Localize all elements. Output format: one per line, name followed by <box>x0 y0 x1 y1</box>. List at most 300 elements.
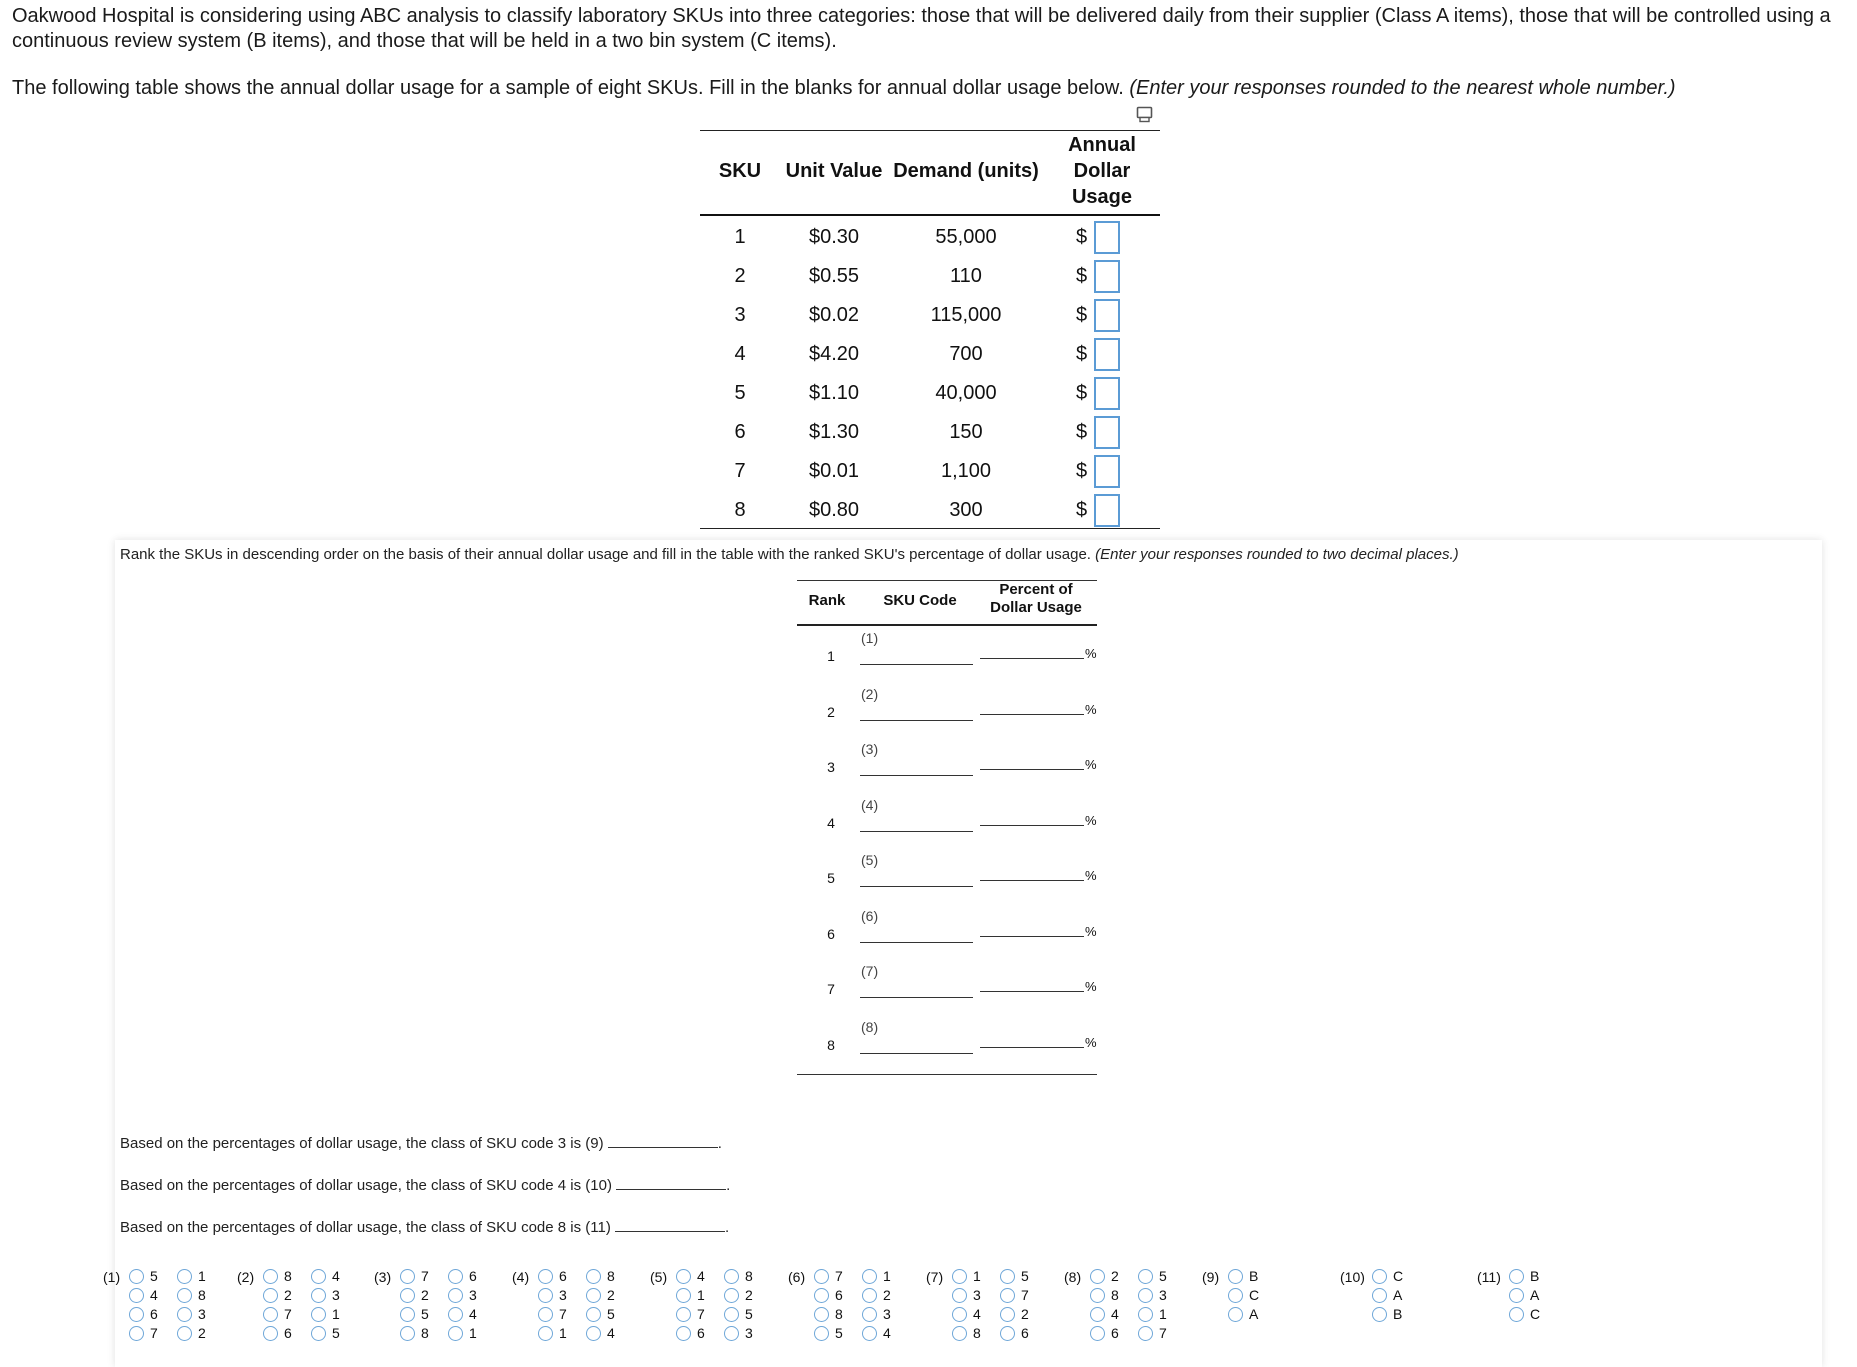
option-radio[interactable] <box>538 1306 567 1322</box>
option-value: 1 <box>332 1306 340 1322</box>
option-group-label: (11) <box>1477 1269 1501 1285</box>
option-value: 4 <box>1111 1306 1119 1322</box>
demand-cell: 55,000 <box>935 226 997 248</box>
radio-circle-icon[interactable] <box>814 1326 829 1341</box>
option-radio[interactable] <box>1228 1287 1259 1303</box>
unit-value-cell: $0.30 <box>808 226 860 248</box>
rank-row <box>797 965 1097 1021</box>
header-annual-line1: Annual <box>1068 134 1136 156</box>
option-value: 2 <box>198 1325 206 1341</box>
option-radio[interactable] <box>1509 1287 1539 1303</box>
sku-code-blank[interactable] <box>860 886 973 887</box>
annual-usage-input[interactable] <box>1094 299 1120 332</box>
dollar-sign: $ <box>1076 226 1088 248</box>
option-radio[interactable] <box>724 1268 753 1284</box>
rank-row <box>797 743 1097 799</box>
option-value: 8 <box>607 1268 615 1284</box>
radio-circle-icon[interactable] <box>129 1288 144 1303</box>
percent-input[interactable] <box>980 769 1084 770</box>
option-radio[interactable] <box>724 1287 753 1303</box>
radio-circle-icon[interactable] <box>538 1269 553 1284</box>
option-radio[interactable] <box>129 1306 158 1322</box>
option-value: 7 <box>150 1325 158 1341</box>
option-radio[interactable] <box>448 1287 477 1303</box>
option-value: 6 <box>1111 1325 1119 1341</box>
sku-code-blank[interactable] <box>860 942 973 943</box>
option-radio[interactable] <box>129 1325 158 1341</box>
radio-circle-icon[interactable] <box>538 1326 553 1341</box>
sku-code-label: (8) <box>861 1018 879 1035</box>
radio-circle-icon[interactable] <box>400 1326 415 1341</box>
option-radio[interactable] <box>1138 1325 1167 1341</box>
option-radio[interactable] <box>1509 1306 1540 1322</box>
radio-circle-icon[interactable] <box>1372 1307 1387 1322</box>
option-value: 4 <box>469 1306 477 1322</box>
option-radio[interactable] <box>862 1306 891 1322</box>
option-value: 4 <box>697 1268 705 1284</box>
option-radio[interactable] <box>177 1325 206 1341</box>
option-radio[interactable] <box>952 1268 981 1284</box>
radio-circle-icon[interactable] <box>814 1269 829 1284</box>
radio-circle-icon[interactable] <box>586 1326 601 1341</box>
question-9 <box>120 1135 722 1152</box>
answer-10-blank[interactable] <box>616 1189 726 1190</box>
option-radio[interactable] <box>952 1287 981 1303</box>
radio-circle-icon[interactable] <box>448 1269 463 1284</box>
table-row <box>700 296 1160 335</box>
radio-circle-icon[interactable] <box>129 1326 144 1341</box>
percent-sign: % <box>1085 868 1097 883</box>
radio-circle-icon[interactable] <box>263 1269 278 1284</box>
radio-circle-icon[interactable] <box>538 1307 553 1322</box>
sku-code-blank[interactable] <box>860 775 973 776</box>
radio-circle-icon[interactable] <box>538 1288 553 1303</box>
radio-circle-icon[interactable] <box>1228 1288 1243 1303</box>
option-group-label: (9) <box>1202 1269 1220 1285</box>
radio-circle-icon[interactable] <box>448 1288 463 1303</box>
rank-row <box>797 1018 1097 1077</box>
option-value: 7 <box>284 1306 292 1322</box>
radio-circle-icon[interactable] <box>586 1307 601 1322</box>
option-radio[interactable] <box>862 1268 891 1284</box>
rank-number: 6 <box>827 925 835 942</box>
option-radio[interactable] <box>177 1306 206 1322</box>
annual-usage-input[interactable] <box>1094 455 1120 488</box>
option-radio[interactable] <box>814 1325 843 1341</box>
option-radio[interactable] <box>1000 1287 1029 1303</box>
radio-circle-icon[interactable] <box>1228 1307 1243 1322</box>
dollar-sign: $ <box>1076 343 1088 365</box>
radio-circle-icon[interactable] <box>862 1326 877 1341</box>
demand-cell: 700 <box>949 343 983 365</box>
radio-circle-icon[interactable] <box>952 1269 967 1284</box>
option-value: 7 <box>559 1306 567 1322</box>
question-11-text: Based on the percentages of dollar usage, the class of SKU code 8 is (11) <box>120 1219 611 1236</box>
rank-table-header-rule <box>797 624 1097 626</box>
option-radio[interactable] <box>1372 1287 1402 1303</box>
rank-instruction-hint: (Enter your responses rounded to two decimal places.) <box>1095 546 1459 563</box>
rank-row <box>797 854 1097 910</box>
rank-number: 7 <box>827 981 835 997</box>
option-radio[interactable] <box>952 1325 981 1341</box>
radio-circle-icon[interactable] <box>1090 1269 1105 1284</box>
option-radio[interactable] <box>400 1306 429 1322</box>
radio-circle-icon[interactable] <box>448 1326 463 1341</box>
sku-code-label: (4) <box>861 796 879 813</box>
option-radio[interactable] <box>538 1325 567 1341</box>
option-value: 4 <box>332 1268 340 1284</box>
radio-circle-icon[interactable] <box>724 1288 739 1303</box>
radio-circle-icon[interactable] <box>311 1288 326 1303</box>
option-value: 5 <box>1159 1268 1167 1284</box>
radio-circle-icon[interactable] <box>1000 1307 1015 1322</box>
option-value: C <box>1530 1306 1541 1322</box>
rank-row <box>797 907 1097 966</box>
radio-circle-icon[interactable] <box>311 1307 326 1322</box>
table-row <box>700 374 1160 413</box>
option-value: 5 <box>835 1325 843 1341</box>
rank-row <box>797 685 1097 744</box>
option-radio[interactable] <box>1228 1268 1258 1284</box>
answer-11-blank[interactable] <box>615 1231 725 1232</box>
option-radio[interactable] <box>311 1325 340 1341</box>
radio-circle-icon[interactable] <box>1509 1307 1524 1322</box>
option-radio[interactable] <box>129 1287 158 1303</box>
option-radio[interactable] <box>311 1268 340 1284</box>
radio-circle-icon[interactable] <box>724 1307 739 1322</box>
demand-cell: 150 <box>949 421 983 443</box>
radio-circle-icon[interactable] <box>862 1269 877 1284</box>
annual-usage-input[interactable] <box>1094 377 1120 410</box>
radio-circle-icon[interactable] <box>724 1269 739 1284</box>
radio-circle-icon[interactable] <box>952 1288 967 1303</box>
radio-circle-icon[interactable] <box>862 1307 877 1322</box>
percent-sign: % <box>1085 757 1097 772</box>
percent-input[interactable] <box>980 825 1084 826</box>
option-radio[interactable] <box>1138 1287 1167 1303</box>
radio-circle-icon[interactable] <box>1228 1269 1243 1284</box>
option-value: 3 <box>332 1287 340 1303</box>
option-value: 1 <box>1159 1306 1167 1322</box>
radio-circle-icon[interactable] <box>724 1326 739 1341</box>
option-radio[interactable] <box>400 1325 429 1341</box>
option-radio[interactable] <box>538 1287 567 1303</box>
rank-table-bottom-rule <box>797 1074 1097 1075</box>
percent-input[interactable] <box>980 1047 1084 1048</box>
radio-circle-icon[interactable] <box>1090 1307 1105 1322</box>
option-radio[interactable] <box>311 1287 340 1303</box>
option-value: 6 <box>284 1325 292 1341</box>
radio-circle-icon[interactable] <box>862 1288 877 1303</box>
option-value: 3 <box>198 1306 206 1322</box>
sku-code-blank[interactable] <box>860 1053 973 1054</box>
percent-sign: % <box>1085 812 1097 828</box>
option-value: 5 <box>745 1306 753 1322</box>
radio-circle-icon[interactable] <box>263 1288 278 1303</box>
radio-circle-icon[interactable] <box>448 1307 463 1322</box>
radio-circle-icon[interactable] <box>1090 1326 1105 1341</box>
option-radio[interactable] <box>177 1287 206 1303</box>
option-radio[interactable] <box>952 1306 981 1322</box>
header-pct-line1: Percent of <box>999 581 1073 598</box>
option-radio[interactable] <box>1372 1306 1402 1322</box>
option-radio[interactable] <box>1228 1306 1258 1322</box>
radio-circle-icon[interactable] <box>311 1326 326 1341</box>
radio-circle-icon[interactable] <box>1138 1326 1153 1341</box>
option-group-label: (6) <box>788 1269 806 1285</box>
radio-circle-icon[interactable] <box>1372 1269 1387 1284</box>
radio-circle-icon[interactable] <box>177 1307 192 1322</box>
sku-code-label: (5) <box>861 852 879 868</box>
sku-code-blank[interactable] <box>860 997 973 998</box>
option-value: A <box>1393 1287 1403 1303</box>
dollar-sign: $ <box>1076 460 1088 482</box>
question-11-period: . <box>725 1219 730 1236</box>
option-radio[interactable] <box>263 1306 292 1322</box>
option-radio[interactable] <box>1509 1268 1539 1284</box>
option-value: 1 <box>559 1325 567 1341</box>
option-value: 5 <box>1021 1268 1029 1284</box>
radio-circle-icon[interactable] <box>676 1307 691 1322</box>
option-radio[interactable] <box>676 1268 705 1284</box>
option-value: 7 <box>1021 1287 1029 1303</box>
option-value: A <box>1530 1287 1540 1303</box>
radio-circle-icon[interactable] <box>1000 1326 1015 1341</box>
radio-circle-icon[interactable] <box>177 1269 192 1284</box>
option-value: 8 <box>198 1287 206 1303</box>
option-value: 2 <box>745 1287 753 1303</box>
option-value: 8 <box>1111 1287 1119 1303</box>
option-value: B <box>1530 1268 1540 1284</box>
demand-cell: 300 <box>949 499 983 521</box>
option-radio[interactable] <box>814 1287 843 1303</box>
unit-value-cell: $1.30 <box>808 421 860 443</box>
option-value: 4 <box>150 1287 158 1303</box>
percent-input[interactable] <box>980 991 1084 992</box>
rank-instruction-text: Rank the SKUs in descending order on the basis of their annual dollar usage and fill in the table with the ranked SKU's percentage of dollar usage. <box>120 546 1091 563</box>
radio-circle-icon[interactable] <box>129 1269 144 1284</box>
radio-circle-icon[interactable] <box>177 1326 192 1341</box>
radio-circle-icon[interactable] <box>586 1288 601 1303</box>
radio-circle-icon[interactable] <box>676 1288 691 1303</box>
sku-cell: 4 <box>734 343 746 365</box>
option-radio[interactable] <box>1090 1268 1119 1284</box>
percent-input[interactable] <box>980 880 1084 881</box>
option-value: 8 <box>973 1325 981 1341</box>
radio-circle-icon[interactable] <box>1000 1269 1015 1284</box>
option-value: 2 <box>421 1287 429 1303</box>
percent-input[interactable] <box>980 936 1084 937</box>
sku-code-blank[interactable] <box>860 664 973 665</box>
radio-circle-icon[interactable] <box>1509 1288 1524 1303</box>
option-radio[interactable] <box>814 1306 843 1322</box>
option-radio[interactable] <box>862 1287 891 1303</box>
table-instruction-text: The following table shows the annual dollar usage for a sample of eight SKUs. Fill in the blanks for annual dollar usage below. <box>12 77 1124 99</box>
option-radio[interactable] <box>586 1287 615 1303</box>
option-radio[interactable] <box>1138 1268 1167 1284</box>
option-radio[interactable] <box>1372 1268 1403 1284</box>
option-value: 1 <box>198 1268 206 1284</box>
option-value: C <box>1249 1287 1260 1303</box>
option-radio[interactable] <box>586 1325 615 1341</box>
unit-value-cell: $1.10 <box>808 382 860 404</box>
header-percent-dollar-usage <box>979 581 1093 617</box>
expand-table-icon[interactable] <box>1136 105 1156 125</box>
option-value: 6 <box>1021 1325 1029 1341</box>
option-radio[interactable] <box>448 1325 477 1341</box>
sku-code-blank[interactable] <box>860 831 973 832</box>
sku-code-label: (3) <box>861 741 879 757</box>
option-radio[interactable] <box>263 1287 292 1303</box>
unit-value-cell: $4.20 <box>808 343 860 365</box>
option-value: 1 <box>883 1268 891 1284</box>
option-radio[interactable] <box>676 1287 705 1303</box>
annual-usage-input[interactable] <box>1094 221 1120 254</box>
option-radio[interactable] <box>586 1268 615 1284</box>
option-radio[interactable] <box>814 1268 843 1284</box>
radio-circle-icon[interactable] <box>129 1307 144 1322</box>
table-top-rule <box>700 130 1160 131</box>
option-radio[interactable] <box>129 1268 158 1284</box>
option-radio[interactable] <box>177 1268 206 1284</box>
table-header-rule <box>700 214 1160 216</box>
radio-circle-icon[interactable] <box>177 1288 192 1303</box>
table-row <box>700 413 1160 452</box>
demand-cell: 115,000 <box>930 304 1002 326</box>
unit-value-cell: $0.02 <box>808 304 860 326</box>
answer-9-blank[interactable] <box>608 1147 718 1148</box>
rank-number: 4 <box>827 814 835 831</box>
radio-circle-icon[interactable] <box>586 1269 601 1284</box>
unit-value-cell: $0.01 <box>808 460 860 482</box>
annual-usage-input[interactable] <box>1094 338 1120 371</box>
rank-number: 5 <box>827 870 835 886</box>
option-radio[interactable] <box>1090 1287 1119 1303</box>
option-radio[interactable] <box>1000 1325 1029 1341</box>
rank-number: 2 <box>827 703 835 720</box>
radio-circle-icon[interactable] <box>952 1326 967 1341</box>
percent-sign: % <box>1085 646 1097 661</box>
option-value: 8 <box>421 1325 429 1341</box>
unit-value-cell: $0.80 <box>808 499 860 521</box>
demand-cell: 40,000 <box>935 382 997 404</box>
option-radio[interactable] <box>538 1268 567 1284</box>
option-radio[interactable] <box>263 1268 292 1284</box>
option-value: 2 <box>1021 1306 1029 1322</box>
option-value: 5 <box>332 1325 340 1341</box>
annual-usage-input[interactable] <box>1094 416 1120 449</box>
percent-sign: % <box>1085 979 1097 994</box>
radio-circle-icon[interactable] <box>676 1326 691 1341</box>
radio-circle-icon[interactable] <box>1000 1288 1015 1303</box>
radio-circle-icon[interactable] <box>1138 1288 1153 1303</box>
dollar-sign: $ <box>1076 421 1088 443</box>
table-row <box>700 491 1160 530</box>
option-value: A <box>1249 1306 1259 1322</box>
option-group-label: (8) <box>1064 1269 1082 1285</box>
radio-circle-icon[interactable] <box>400 1307 415 1322</box>
option-value: 4 <box>607 1325 615 1341</box>
unit-value-cell: $0.55 <box>808 265 860 287</box>
percent-input[interactable] <box>980 658 1084 659</box>
option-group-label: (2) <box>237 1269 255 1285</box>
radio-circle-icon[interactable] <box>952 1307 967 1322</box>
radio-circle-icon[interactable] <box>1090 1288 1105 1303</box>
option-value: 7 <box>421 1268 429 1284</box>
radio-circle-icon[interactable] <box>676 1269 691 1284</box>
rank-number: 8 <box>827 1036 835 1053</box>
sku-cell: 5 <box>734 382 746 404</box>
option-radio[interactable] <box>862 1325 891 1341</box>
option-radio[interactable] <box>676 1325 705 1341</box>
option-radio[interactable] <box>724 1306 753 1322</box>
radio-circle-icon[interactable] <box>1372 1288 1387 1303</box>
option-value: 3 <box>469 1287 477 1303</box>
option-radio[interactable] <box>1000 1306 1029 1322</box>
header-annual-line3: Usage <box>1071 186 1133 208</box>
sku-cell: 7 <box>734 460 746 482</box>
percent-sign: % <box>1085 1034 1097 1050</box>
radio-circle-icon[interactable] <box>400 1269 415 1284</box>
header-sku: SKU <box>718 160 762 182</box>
option-radio[interactable] <box>1138 1306 1167 1322</box>
radio-circle-icon[interactable] <box>814 1307 829 1322</box>
radio-circle-icon[interactable] <box>814 1288 829 1303</box>
option-radio[interactable] <box>263 1325 292 1341</box>
option-radio[interactable] <box>1090 1325 1119 1341</box>
option-radio[interactable] <box>676 1306 705 1322</box>
radio-circle-icon[interactable] <box>1138 1307 1153 1322</box>
intro-paragraph <box>12 4 1852 54</box>
table-instruction <box>12 76 1852 101</box>
percent-input[interactable] <box>980 714 1084 715</box>
radio-circle-icon[interactable] <box>311 1269 326 1284</box>
option-value: 7 <box>1159 1325 1167 1341</box>
option-radio[interactable] <box>400 1268 429 1284</box>
question-10 <box>120 1177 730 1194</box>
option-radio[interactable] <box>1000 1268 1029 1284</box>
annual-usage-input[interactable] <box>1094 260 1120 293</box>
radio-circle-icon[interactable] <box>400 1288 415 1303</box>
radio-circle-icon[interactable] <box>1138 1269 1153 1284</box>
question-9-text: Based on the percentages of dollar usage, the class of SKU code 3 is (9) <box>120 1135 604 1152</box>
option-value: 5 <box>607 1306 615 1322</box>
option-radio[interactable] <box>1090 1306 1119 1322</box>
radio-circle-icon[interactable] <box>263 1307 278 1322</box>
sku-code-blank[interactable] <box>860 720 973 721</box>
ranking-table <box>797 580 1097 1080</box>
option-value: 8 <box>745 1268 753 1284</box>
annual-usage-input[interactable] <box>1094 494 1120 527</box>
radio-circle-icon[interactable] <box>1509 1269 1524 1284</box>
option-radio[interactable] <box>586 1306 615 1322</box>
table-row <box>700 257 1160 296</box>
option-value: B <box>1393 1306 1403 1322</box>
table-row <box>700 452 1160 491</box>
option-group-label: (10) <box>1340 1269 1365 1285</box>
option-radio[interactable] <box>448 1306 477 1322</box>
option-group-label: (1) <box>103 1269 121 1285</box>
option-radio[interactable] <box>311 1306 340 1322</box>
option-radio[interactable] <box>724 1325 753 1341</box>
radio-circle-icon[interactable] <box>263 1326 278 1341</box>
percent-sign: % <box>1085 701 1097 717</box>
sku-code-label: (6) <box>861 907 879 924</box>
option-radio[interactable] <box>400 1287 429 1303</box>
option-radio[interactable] <box>448 1268 477 1284</box>
dollar-sign: $ <box>1076 265 1088 287</box>
option-value: 6 <box>559 1268 567 1284</box>
